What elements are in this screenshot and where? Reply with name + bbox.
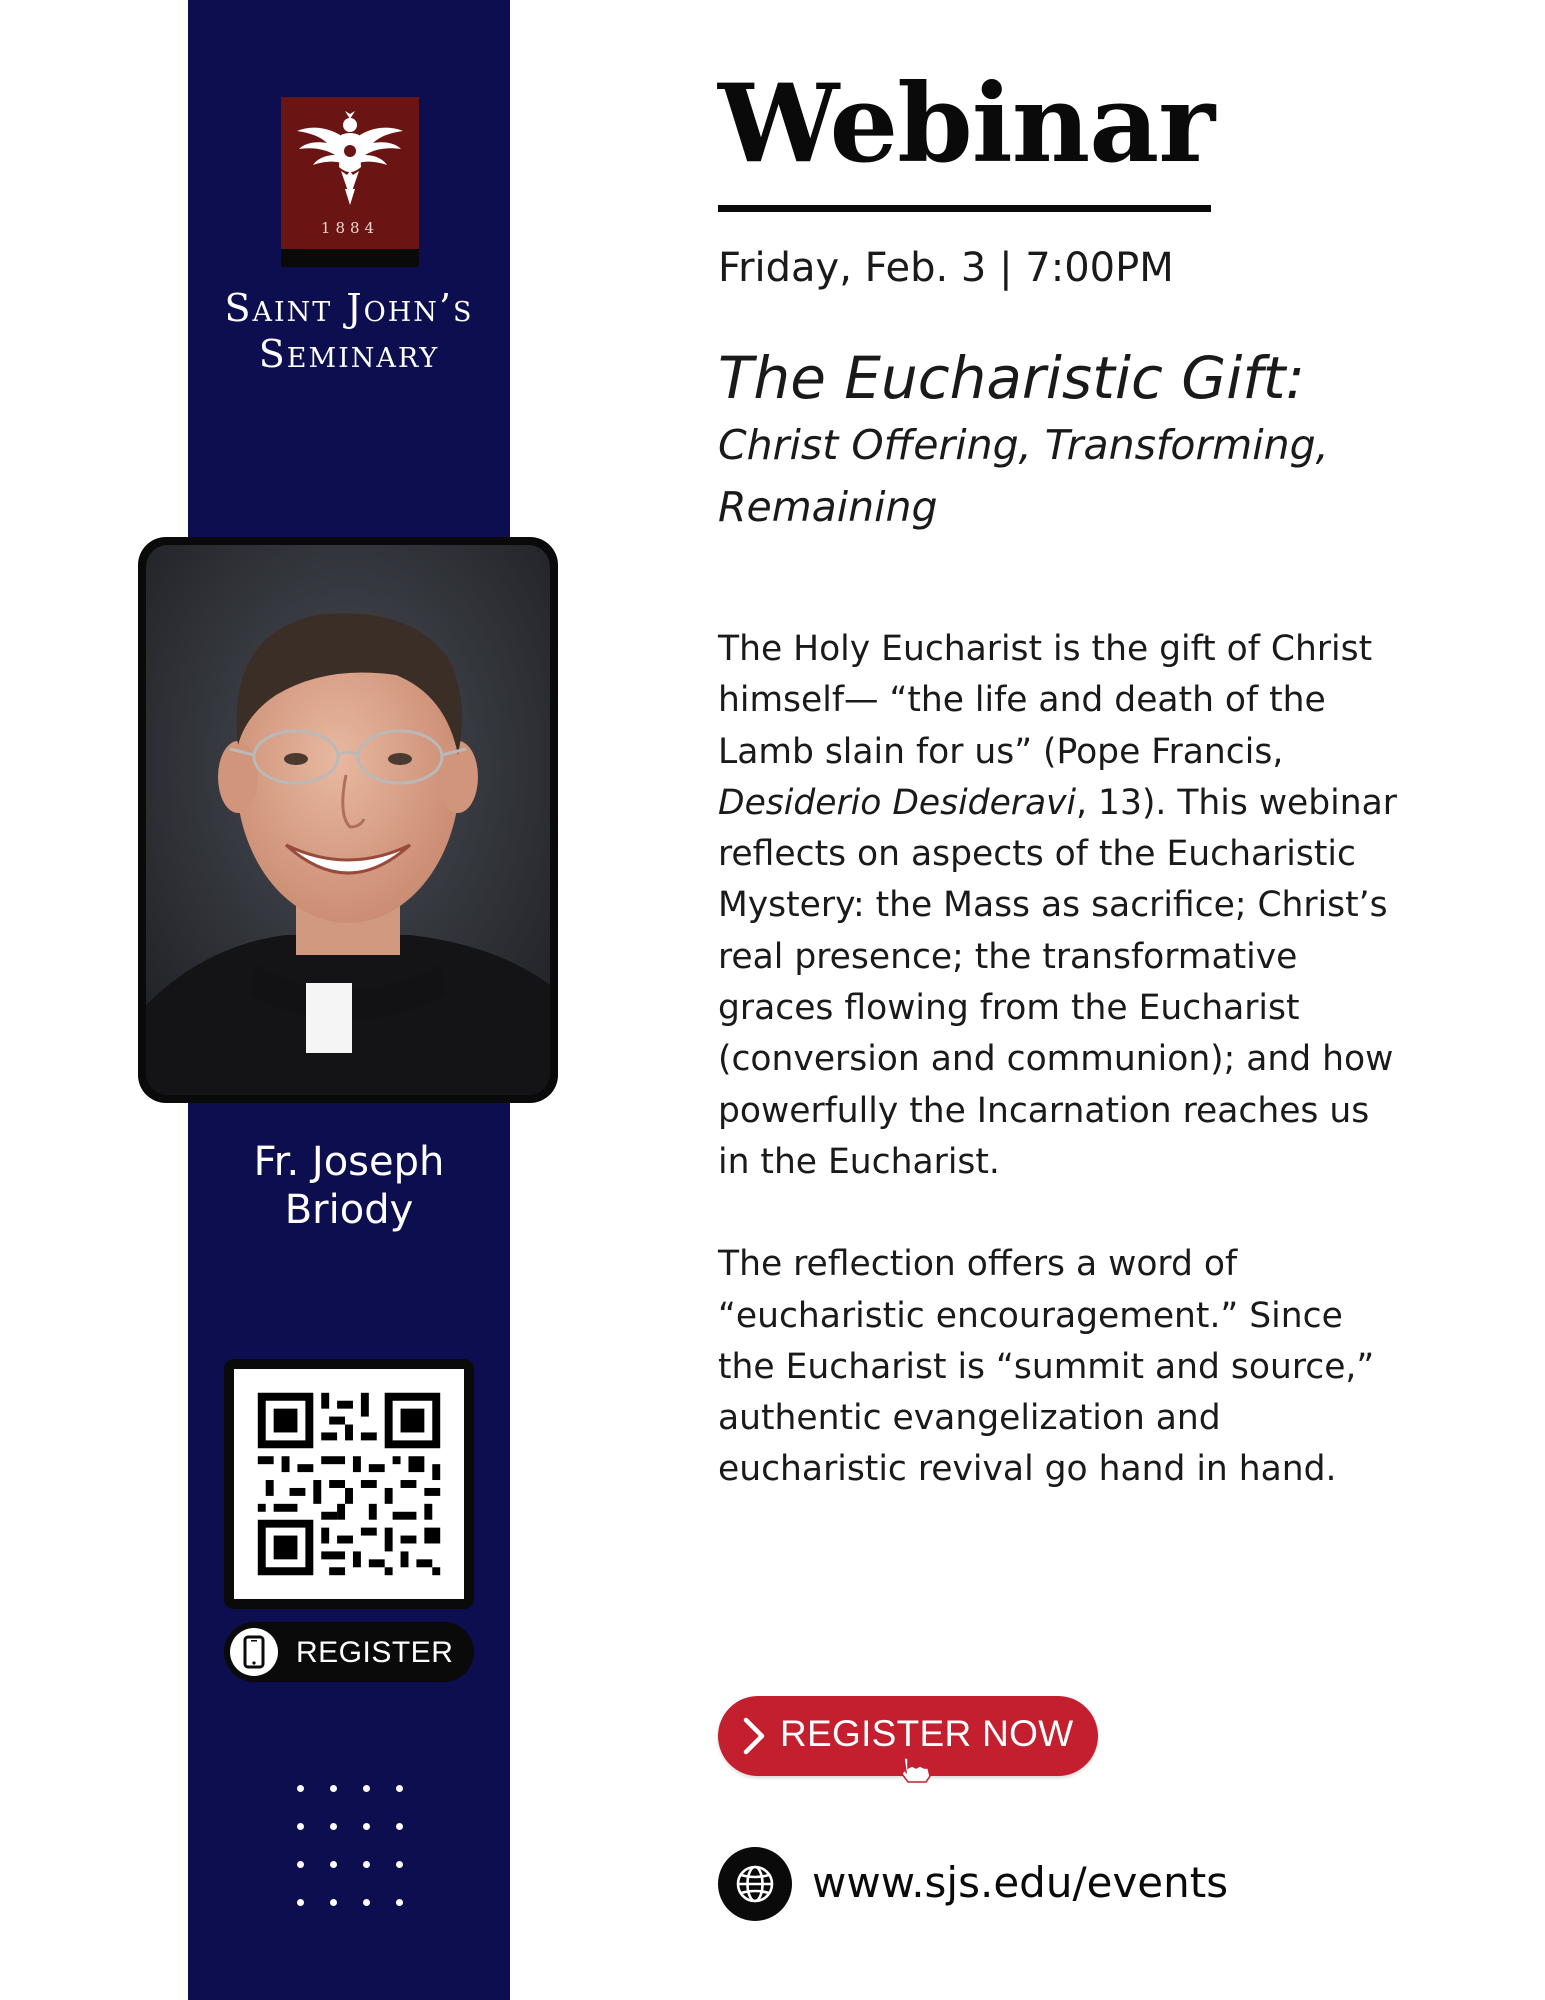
logo-year: 1884 [320,219,380,237]
globe-icon-badge [718,1847,792,1921]
registration-qr-code[interactable] [224,1359,474,1609]
decorative-dot-grid [297,1785,407,1905]
qr-code-icon [234,1369,464,1599]
seminary-name-line1: Saint John’s [224,286,474,330]
mobile-phone-icon [230,1628,278,1676]
register-now-label: REGISTER NOW [780,1713,1074,1754]
logo-background [281,97,419,249]
talk-title: The Eucharistic Gift: [718,344,1306,412]
seminary-name-line2: Seminary [258,332,440,376]
title-underline [718,205,1211,212]
speaker-photo-frame [138,537,558,1103]
talk-subtitle: Christ Offering, Transforming, Remaining [718,421,1329,531]
website-link[interactable]: www.sjs.edu/events [812,1858,1229,1907]
speaker-name-line1: Fr. Joseph [253,1139,445,1185]
document-citation: Desiderio Desideravi [718,782,1077,823]
description-paragraph-1 [718,624,1398,1188]
pointer-hand-icon [898,1756,942,1784]
seminary-name [188,285,510,377]
qr-register-pill[interactable] [224,1622,474,1682]
event-date-time: Friday, Feb. 3 | 7:00PM [718,245,1174,291]
event-description [718,624,1398,1547]
speaker-photo [146,545,550,1095]
qr-register-label: REGISTER [296,1636,454,1669]
register-now-button[interactable] [718,1696,1098,1776]
chevron-right-icon [742,1716,766,1756]
globe-icon [735,1864,775,1904]
page-title: Webinar [718,61,1215,187]
description-p1-text-a: The Holy Eucharist is the gift of Christ himself— “the life and death of the Lamb slain for us” (Pope Francis, [718,629,1373,772]
speaker-name [188,1138,510,1234]
description-paragraph-2: The reflection offers a word of “eucharistic encouragement.” Since the Eucharist is “summit and source,” authentic evangelization and eucharistic revival go hand in hand. [718,1244,1375,1490]
speaker-name-line2: Briody [284,1187,414,1233]
description-p1-text-b: , 13). This webinar reflects on aspects of the Eucharistic Mystery: the Mass as sacrifice; Christ’s real presence; the transformative graces flowing from the Eucharist (conversion and communion); and how powerfully the Incarnation reaches us in the Eucharist. [718,782,1397,1182]
seminary-logo [281,97,419,267]
eagle-emblem-icon [281,97,419,217]
qr-code-image [234,1369,464,1599]
logo-base-stripe [281,249,419,267]
